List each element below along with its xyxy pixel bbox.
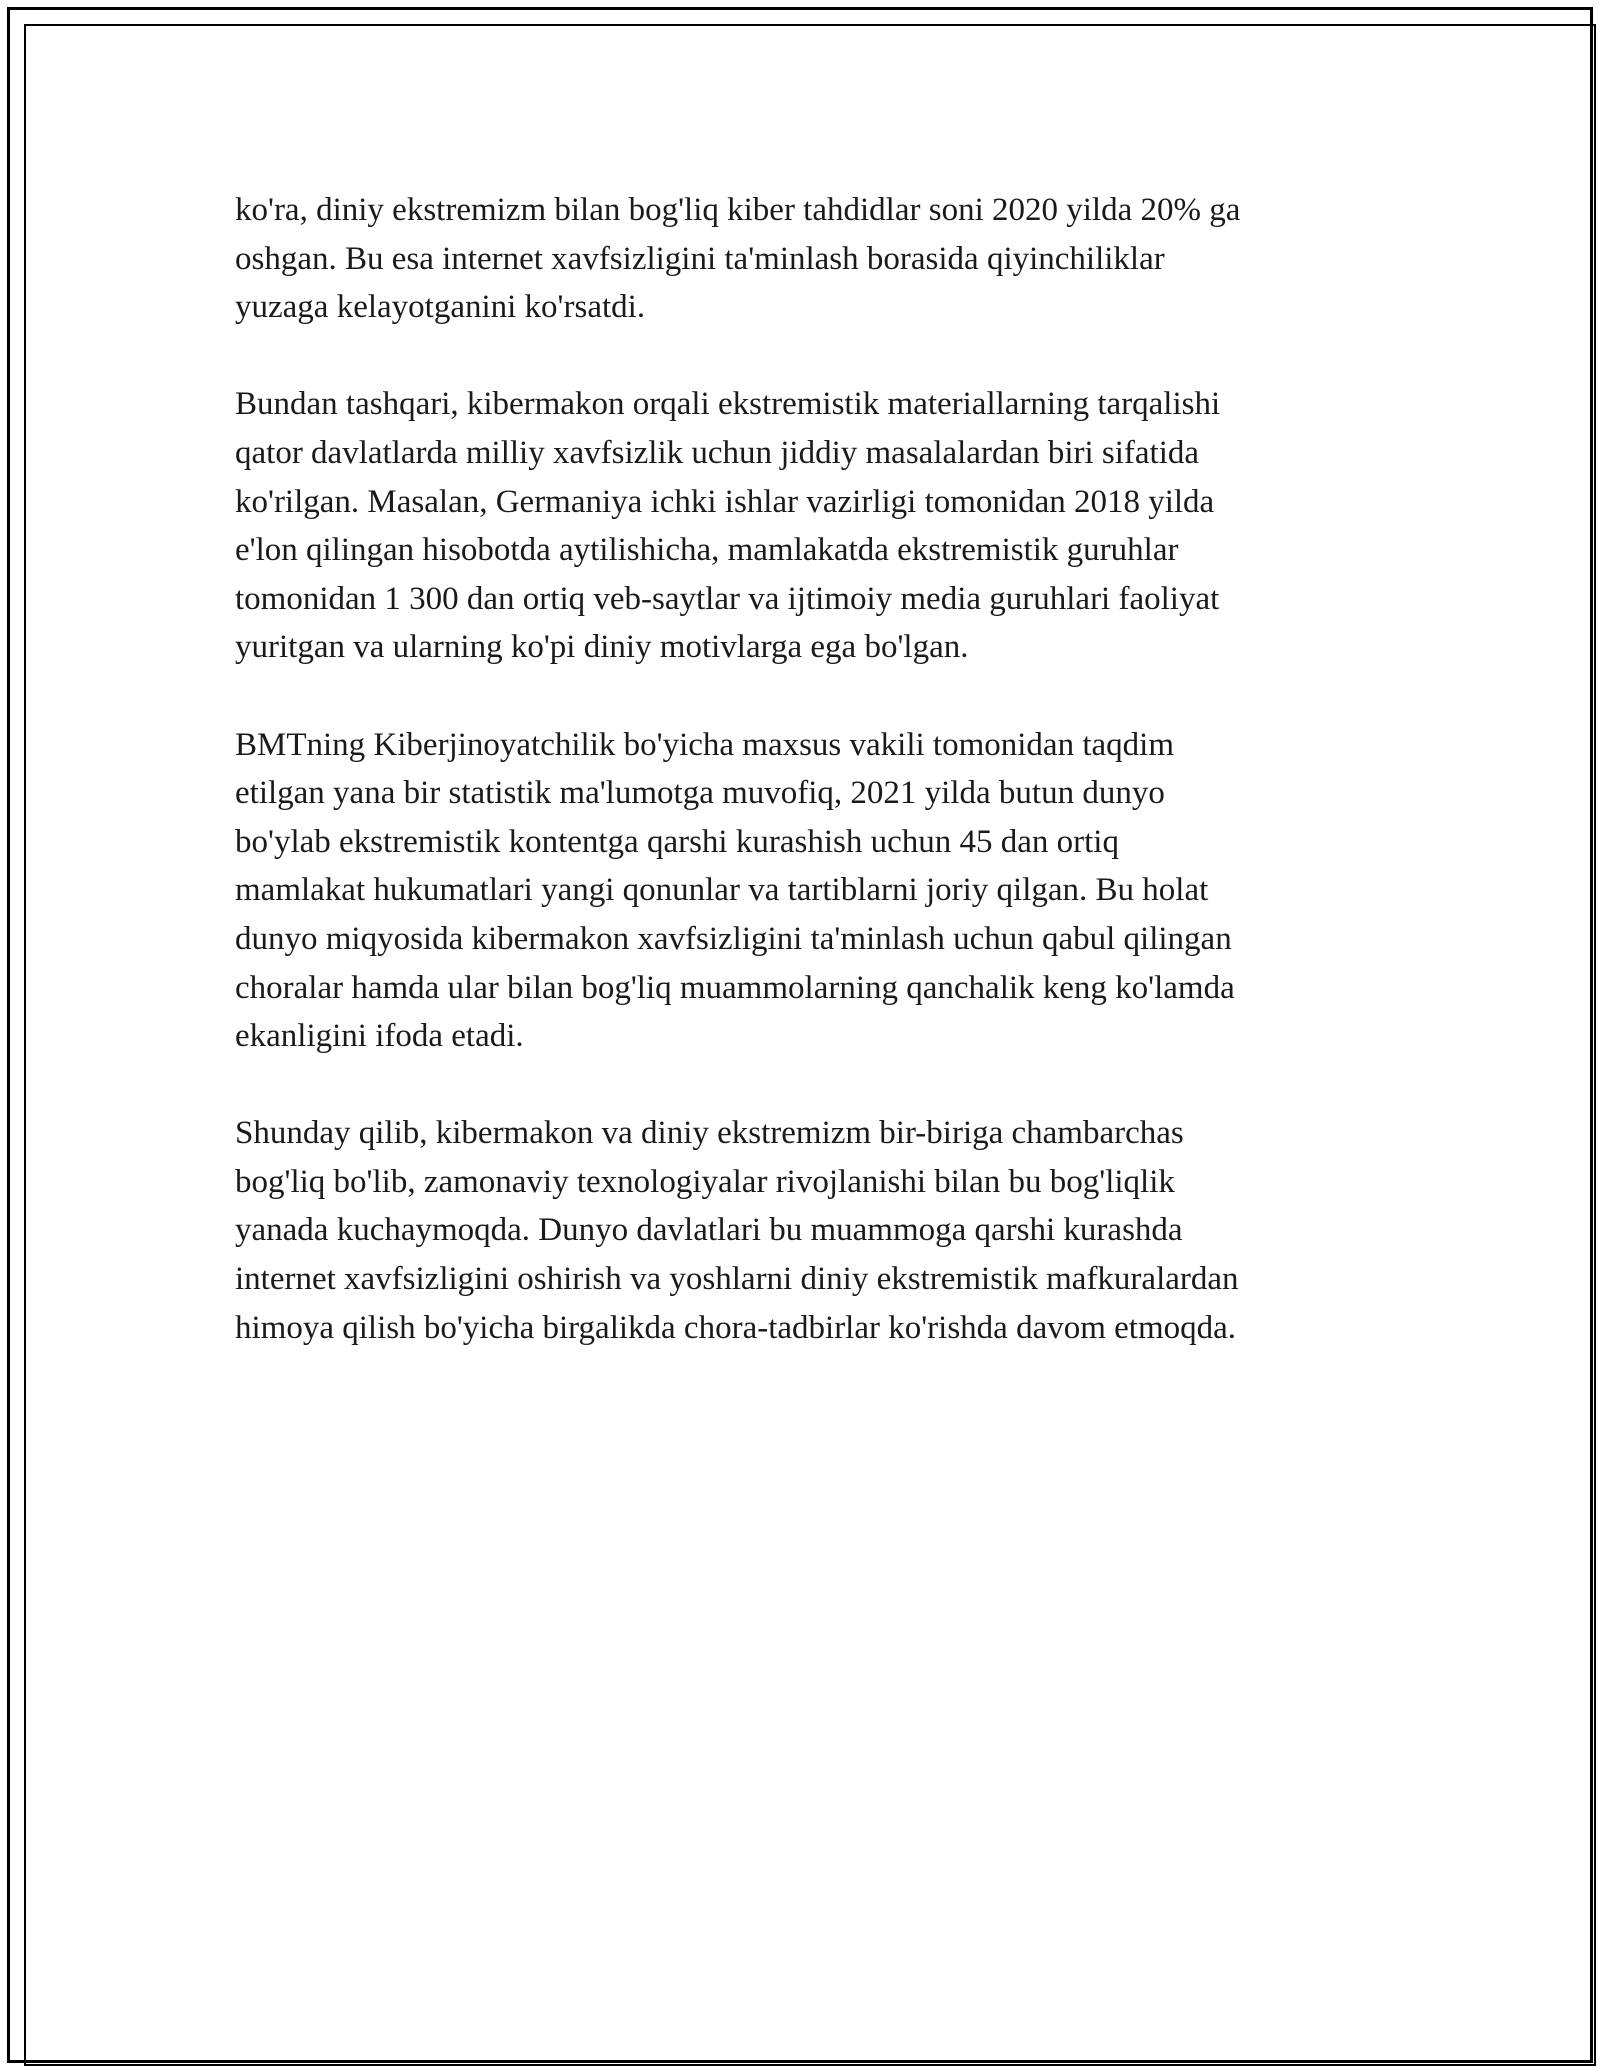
text-line: BMTning Kiberjinoyatchilik bo'yicha maxsus vakili tomonidan taqdim bbox=[235, 726, 1174, 763]
text-line: bog'liq bo'lib, zamonaviy texnologiyalar rivojlanishi bilan bu bog'liqlik bbox=[235, 1163, 1175, 1200]
paragraph-2 bbox=[235, 380, 1365, 672]
text-line: qator davlatlarda milliy xavfsizlik uchun jiddiy masalalardan biri sifatida bbox=[235, 434, 1200, 471]
text-line: e'lon qilingan hisobotda aytilishicha, mamlakatda ekstremistik guruhlar bbox=[235, 532, 1179, 569]
text-line: dunyo miqyosida kibermakon xavfsizligini ta'minlash uchun qabul qilingan bbox=[235, 920, 1232, 957]
document-body bbox=[235, 186, 1365, 1401]
text-line: ko'rilgan. Masalan, Germaniya ichki ishlar vazirligi tomonidan 2018 yilda bbox=[235, 483, 1215, 520]
paragraph-3 bbox=[235, 721, 1365, 1061]
text-line: yuritgan va ularning ko'pi diniy motivlarga ega bo'lgan. bbox=[235, 629, 969, 666]
text-line: bo'ylab ekstremistik kontentga qarshi kurashish uchun 45 dan ortiq bbox=[235, 823, 1119, 860]
text-line: ekanligini ifoda etadi. bbox=[235, 1018, 524, 1055]
text-line: himoya qilish bo'yicha birgalikda chora-tadbirlar ko'rishda davom etmoqda. bbox=[235, 1309, 1237, 1346]
paragraph-4 bbox=[235, 1109, 1365, 1352]
text-line: yanada kuchaymoqda. Dunyo davlatlari bu muammoga qarshi kurashda bbox=[235, 1212, 1183, 1249]
text-line: choralar hamda ular bilan bog'liq muammolarning qanchalik keng ko'lamda bbox=[235, 969, 1235, 1006]
text-line: tomonidan 1 300 dan ortiq veb-saytlar va ijtimoiy media guruhlari faoliyat bbox=[235, 580, 1220, 617]
text-line: mamlakat hukumatlari yangi qonunlar va tartiblarni joriy qilgan. Bu holat bbox=[235, 872, 1209, 909]
text-line: Shunday qilib, kibermakon va diniy ekstremizm bir-biriga chambarchas bbox=[235, 1115, 1184, 1152]
text-line: ko'ra, diniy ekstremizm bilan bog'liq kiber tahdidlar soni 2020 yilda 20% ga bbox=[235, 192, 1241, 228]
text-line: internet xavfsizligini oshirish va yoshlarni diniy ekstremistik mafkuralardan bbox=[235, 1261, 1239, 1298]
text-line: yuzaga kelayotganini ko'rsatdi. bbox=[235, 289, 646, 326]
text-line: oshgan. Bu esa internet xavfsizligini ta'minlash borasida qiyinchiliklar bbox=[235, 240, 1165, 277]
text-line: etilgan yana bir statistik ma'lumotga muvofiq, 2021 yilda butun dunyo bbox=[235, 775, 1165, 812]
paragraph-1 bbox=[235, 186, 1365, 332]
text-line: Bundan tashqari, kibermakon orqali ekstremistik materiallarning tarqalishi bbox=[235, 386, 1221, 423]
